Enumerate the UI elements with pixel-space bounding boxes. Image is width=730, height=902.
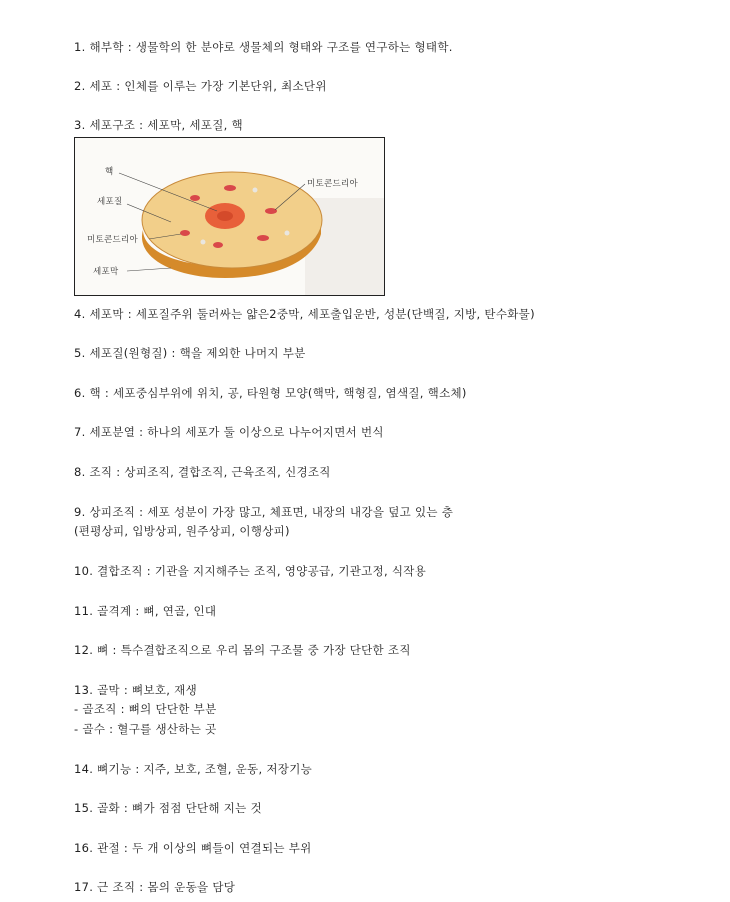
item-12: 12. 뼈 : 특수결합조직으로 우리 몸의 구조물 중 가장 단단한 조직 — [74, 643, 411, 657]
item-8: 8. 조직 : 상피조직, 결합조직, 근육조직, 신경조직 — [74, 465, 331, 479]
item-10: 10. 결합조직 : 기관을 지지해주는 조직, 영양공급, 기관고정, 식작용 — [74, 564, 427, 578]
item-13: 13. 골막 : 뼈보호, 재생 — [74, 683, 198, 697]
item-13-sub-1: - 골조직 : 뼈의 단단한 부분 — [74, 702, 217, 716]
item-1: 1. 해부학 : 생물학의 한 분야로 생물체의 형태와 구조를 연구하는 형태학. — [74, 40, 453, 54]
item-2: 2. 세포 : 인체를 이루는 가장 기본단위, 최소단위 — [74, 79, 327, 93]
item-6: 6. 핵 : 세포중심부위에 위치, 공, 타원형 모양(핵막, 핵형질, 염색질, 핵소체) — [74, 386, 467, 400]
item-9-detail: (편평상피, 입방상피, 원주상피, 이행상피) — [74, 524, 290, 538]
item-16: 16. 관절 : 두 개 이상의 뼈들이 연결되는 부위 — [74, 841, 312, 855]
item-4: 4. 세포막 : 세포질주위 둘러싸는 얇은2중막, 세포출입운반, 성분(단백질, 지방, 탄수화물) — [74, 307, 535, 321]
item-13-sub-2: - 골수 : 혈구를 생산하는 곳 — [74, 722, 217, 736]
item-9: 9. 상피조직 : 세포 성분이 가장 많고, 체표면, 내장의 내강을 덮고 있는 층 — [74, 505, 454, 519]
item-5: 5. 세포질(원형질) : 핵을 제외한 나머지 부분 — [74, 346, 306, 360]
item-15: 15. 골화 : 뼈가 점점 단단해 지는 것 — [74, 801, 262, 815]
item-17: 17. 근 조직 : 몸의 운동을 담당 — [74, 880, 236, 894]
item-3: 3. 세포구조 : 세포막, 세포질, 핵 — [74, 118, 243, 132]
label-membrane: 세포막 — [93, 267, 119, 277]
label-cytoplasm: 세포질 — [97, 197, 123, 207]
item-14: 14. 뼈기능 : 지주, 보호, 조혈, 운동, 저장기능 — [74, 762, 313, 776]
label-mitochondria-right: 미토콘드리아 — [307, 179, 359, 189]
item-7: 7. 세포분열 : 하나의 세포가 둘 이상으로 나누어지면서 번식 — [74, 425, 384, 439]
item-11: 11. 골격계 : 뼈, 연골, 인대 — [74, 604, 217, 618]
label-nucleus: 핵 — [105, 167, 114, 177]
label-mitochondria-left: 미토콘드리아 — [87, 235, 139, 245]
cell-diagram — [74, 137, 385, 296]
